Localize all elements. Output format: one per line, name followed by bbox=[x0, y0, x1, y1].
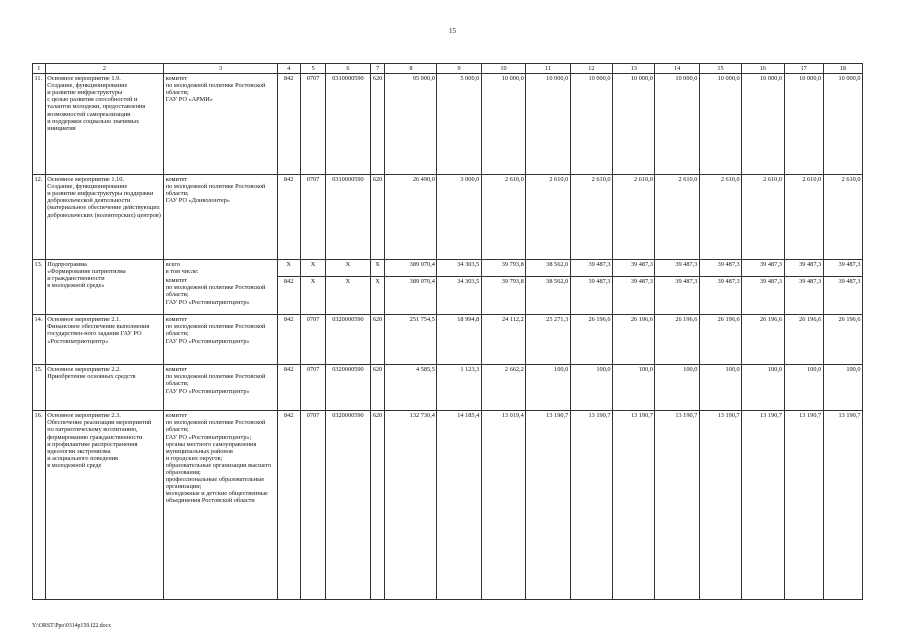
value-col-13: 39 487,3 bbox=[613, 260, 655, 277]
value-col-8: 389 070,4 bbox=[385, 276, 437, 315]
value-col-14: 39 487,3 bbox=[655, 260, 699, 277]
value-col-8: 389 070,4 bbox=[385, 260, 437, 277]
code-c4: 842 bbox=[277, 276, 300, 315]
code-c7: 620 bbox=[370, 411, 385, 600]
value-col-11: 38 562,0 bbox=[526, 276, 570, 315]
value-col-11: 25 271,3 bbox=[526, 315, 570, 365]
value-col-12: 39 487,3 bbox=[570, 276, 612, 315]
value-col-11: 38 562,0 bbox=[526, 260, 570, 277]
code-c7: 620 bbox=[370, 315, 385, 365]
value-col-18: 100,0 bbox=[823, 365, 862, 411]
budget-table bbox=[32, 63, 863, 600]
code-c6: 0320000590 bbox=[326, 365, 370, 411]
value-col-18: 39 487,3 bbox=[823, 276, 862, 315]
value-col-11: 2 610,0 bbox=[526, 175, 570, 260]
file-path-footer: Y:\ORST\Ppo\0314p159.f22.docx bbox=[32, 623, 112, 629]
value-col-10: 39 793,8 bbox=[481, 276, 525, 315]
header-cell-11: 11 bbox=[526, 64, 570, 74]
code-c5: 0707 bbox=[300, 74, 325, 175]
value-col-14: 10 000,0 bbox=[655, 74, 699, 175]
row-number: 11. bbox=[33, 74, 46, 175]
value-col-9: 3 000,0 bbox=[437, 175, 481, 260]
table-row bbox=[33, 260, 863, 277]
header-cell-6: 6 bbox=[326, 64, 370, 74]
header-cell-3: 3 bbox=[164, 64, 277, 74]
value-col-17: 26 196,6 bbox=[784, 315, 823, 365]
measure-name: Основное мероприятие 2.1. Финансовое обеспечение выполнения государствен-ного задания ГАУ РО «Ростовпатриотцентр» bbox=[45, 315, 164, 365]
code-c5: 0707 bbox=[300, 411, 325, 600]
measure-name: Подпрограмма «Формирование патриотизма и гражданственности в молодежной среде» bbox=[45, 260, 164, 315]
row-number: 12. bbox=[33, 175, 46, 260]
value-col-12: 39 487,3 bbox=[570, 260, 612, 277]
executor-cell: комитет по молодежной политике Ростовской области; ГАУ РО «Ростовпатриотцентр» bbox=[164, 315, 277, 365]
value-col-14: 2 610,0 bbox=[655, 175, 699, 260]
value-col-17: 39 487,3 bbox=[784, 276, 823, 315]
code-c5: 0707 bbox=[300, 315, 325, 365]
header-cell-16: 16 bbox=[742, 64, 784, 74]
value-col-15: 2 610,0 bbox=[699, 175, 741, 260]
code-c5: X bbox=[300, 260, 325, 277]
value-col-15: 39 487,3 bbox=[699, 276, 741, 315]
value-col-14: 39 487,3 bbox=[655, 276, 699, 315]
value-col-16: 39 487,3 bbox=[742, 260, 784, 277]
value-col-12: 26 196,6 bbox=[570, 315, 612, 365]
code-c6: X bbox=[326, 260, 370, 277]
header-row bbox=[33, 64, 863, 74]
value-col-11: 100,0 bbox=[526, 365, 570, 411]
table-row bbox=[33, 175, 863, 260]
code-c4: 842 bbox=[277, 175, 300, 260]
value-col-12: 13 190,7 bbox=[570, 411, 612, 600]
executor-cell: всего в том числе: bbox=[164, 260, 277, 277]
header-cell-12: 12 bbox=[570, 64, 612, 74]
value-col-16: 10 000,0 bbox=[742, 74, 784, 175]
table-body bbox=[33, 74, 863, 600]
value-col-16: 39 487,3 bbox=[742, 276, 784, 315]
value-col-9: 34 303,5 bbox=[437, 276, 481, 315]
measure-name: Основное мероприятие 2.2. Приобретение основных средств bbox=[45, 365, 164, 411]
code-c6: 0310000590 bbox=[326, 175, 370, 260]
value-col-17: 13 190,7 bbox=[784, 411, 823, 600]
value-col-15: 100,0 bbox=[699, 365, 741, 411]
value-col-9: 5 000,0 bbox=[437, 74, 481, 175]
value-col-12: 10 000,0 bbox=[570, 74, 612, 175]
executor-cell: комитет по молодежной политике Ростовской области; ГАУ РО «Ростовпатриотцентр» bbox=[164, 365, 277, 411]
value-col-10: 39 793,8 bbox=[481, 260, 525, 277]
header-cell-13: 13 bbox=[613, 64, 655, 74]
row-number: 13. bbox=[33, 260, 46, 315]
value-col-9: 14 185,4 bbox=[437, 411, 481, 600]
value-col-18: 10 000,0 bbox=[823, 74, 862, 175]
header-cell-5: 5 bbox=[300, 64, 325, 74]
code-c5: 0707 bbox=[300, 365, 325, 411]
value-col-16: 100,0 bbox=[742, 365, 784, 411]
value-col-15: 39 487,3 bbox=[699, 260, 741, 277]
executor-cell: комитет по молодежной политике Ростовской области; ГАУ РО «Донволонтер» bbox=[164, 175, 277, 260]
executor-cell: комитет по молодежной политике Ростовской области; ГАУ РО «Ростовпатриотцентр» bbox=[164, 276, 277, 315]
value-col-8: 26 490,0 bbox=[385, 175, 437, 260]
value-col-13: 39 487,3 bbox=[613, 276, 655, 315]
row-number: 15. bbox=[33, 365, 46, 411]
header-cell-14: 14 bbox=[655, 64, 699, 74]
value-col-14: 100,0 bbox=[655, 365, 699, 411]
value-col-17: 10 000,0 bbox=[784, 74, 823, 175]
value-col-12: 2 610,0 bbox=[570, 175, 612, 260]
code-c6: 0320000590 bbox=[326, 411, 370, 600]
value-col-10: 2 662,2 bbox=[481, 365, 525, 411]
row-number: 16. bbox=[33, 411, 46, 600]
value-col-13: 10 000,0 bbox=[613, 74, 655, 175]
value-col-18: 26 196,6 bbox=[823, 315, 862, 365]
code-c4: 842 bbox=[277, 411, 300, 600]
value-col-10: 24 112,2 bbox=[481, 315, 525, 365]
measure-name: Основное мероприятие 1.10. Создание, функционирование и развитие инфраструктуры поддержки добровольческой деятельности (материальное обеспечение действующих добровольческих (волонтерских) центров) bbox=[45, 175, 164, 260]
value-col-9: 1 123,3 bbox=[437, 365, 481, 411]
value-col-8: 95 000,0 bbox=[385, 74, 437, 175]
value-col-13: 26 196,6 bbox=[613, 315, 655, 365]
value-col-11: 13 190,7 bbox=[526, 411, 570, 600]
measure-name: Основное мероприятие 2.3. Обеспечение реализации мероприятий по патриотическому воспитанию, формированию гражданственности и профилактике распространения идеологии экстремизма и асоциального поведения в молодежной среде bbox=[45, 411, 164, 600]
header-cell-1: 1 bbox=[33, 64, 46, 74]
header-cell-17: 17 bbox=[784, 64, 823, 74]
value-col-17: 2 610,0 bbox=[784, 175, 823, 260]
value-col-11: 10 000,0 bbox=[526, 74, 570, 175]
header-cell-4: 4 bbox=[277, 64, 300, 74]
value-col-9: 18 994,8 bbox=[437, 315, 481, 365]
value-col-17: 39 487,3 bbox=[784, 260, 823, 277]
code-c4: 842 bbox=[277, 365, 300, 411]
value-col-15: 10 000,0 bbox=[699, 74, 741, 175]
code-c7: 620 bbox=[370, 365, 385, 411]
code-c7: 620 bbox=[370, 175, 385, 260]
row-number: 14. bbox=[33, 315, 46, 365]
value-col-16: 2 610,0 bbox=[742, 175, 784, 260]
header-cell-9: 9 bbox=[437, 64, 481, 74]
code-c6: 0320000590 bbox=[326, 315, 370, 365]
value-col-10: 13 019,4 bbox=[481, 411, 525, 600]
value-col-10: 10 000,0 bbox=[481, 74, 525, 175]
header-cell-10: 10 bbox=[481, 64, 525, 74]
value-col-8: 132 730,4 bbox=[385, 411, 437, 600]
page-number: 15 bbox=[449, 27, 456, 35]
value-col-18: 39 487,3 bbox=[823, 260, 862, 277]
value-col-8: 251 754,5 bbox=[385, 315, 437, 365]
table-row bbox=[33, 365, 863, 411]
value-col-15: 26 196,6 bbox=[699, 315, 741, 365]
value-col-14: 13 190,7 bbox=[655, 411, 699, 600]
executor-cell: комитет по молодежной политике Ростовской области; ГАУ РО «АРМИ» bbox=[164, 74, 277, 175]
value-col-13: 2 610,0 bbox=[613, 175, 655, 260]
value-col-17: 100,0 bbox=[784, 365, 823, 411]
header-cell-2: 2 bbox=[45, 64, 164, 74]
value-col-13: 100,0 bbox=[613, 365, 655, 411]
header-cell-8: 8 bbox=[385, 64, 437, 74]
code-c6: 0310000590 bbox=[326, 74, 370, 175]
value-col-16: 26 196,6 bbox=[742, 315, 784, 365]
header-cell-15: 15 bbox=[699, 64, 741, 74]
table-row bbox=[33, 411, 863, 600]
measure-name: Основное мероприятие 1.9. Создание, функционирование и развитие инфраструктуры с целью развития способностей и талантов молодежи, предоставления возможностей самореализации и поддержки социально значимых инициатив bbox=[45, 74, 164, 175]
code-c6: X bbox=[326, 276, 370, 315]
code-c4: 842 bbox=[277, 74, 300, 175]
value-col-18: 2 610,0 bbox=[823, 175, 862, 260]
table-row bbox=[33, 315, 863, 365]
value-col-9: 34 303,5 bbox=[437, 260, 481, 277]
code-c5: 0707 bbox=[300, 175, 325, 260]
code-c7: X bbox=[370, 260, 385, 277]
value-col-16: 13 190,7 bbox=[742, 411, 784, 600]
code-c4: X bbox=[277, 260, 300, 277]
header-cell-7: 7 bbox=[370, 64, 385, 74]
code-c5: X bbox=[300, 276, 325, 315]
value-col-12: 100,0 bbox=[570, 365, 612, 411]
executor-cell: комитет по молодежной политике Ростовской области; ГАУ РО «Ростовпатриотцентр»; органы местного самоуправления муниципальных районов и городских округов; образовательные организации высшего образования; профессиональные образовательные организации; молодежные и детские общественные объединения Ростовской области bbox=[164, 411, 277, 600]
value-col-15: 13 190,7 bbox=[699, 411, 741, 600]
value-col-8: 4 585,5 bbox=[385, 365, 437, 411]
value-col-14: 26 196,6 bbox=[655, 315, 699, 365]
code-c4: 842 bbox=[277, 315, 300, 365]
code-c7: 620 bbox=[370, 74, 385, 175]
value-col-13: 13 190,7 bbox=[613, 411, 655, 600]
table-row bbox=[33, 74, 863, 175]
header-cell-18: 18 bbox=[823, 64, 862, 74]
value-col-18: 13 190,7 bbox=[823, 411, 862, 600]
code-c7: X bbox=[370, 276, 385, 315]
value-col-10: 2 610,0 bbox=[481, 175, 525, 260]
